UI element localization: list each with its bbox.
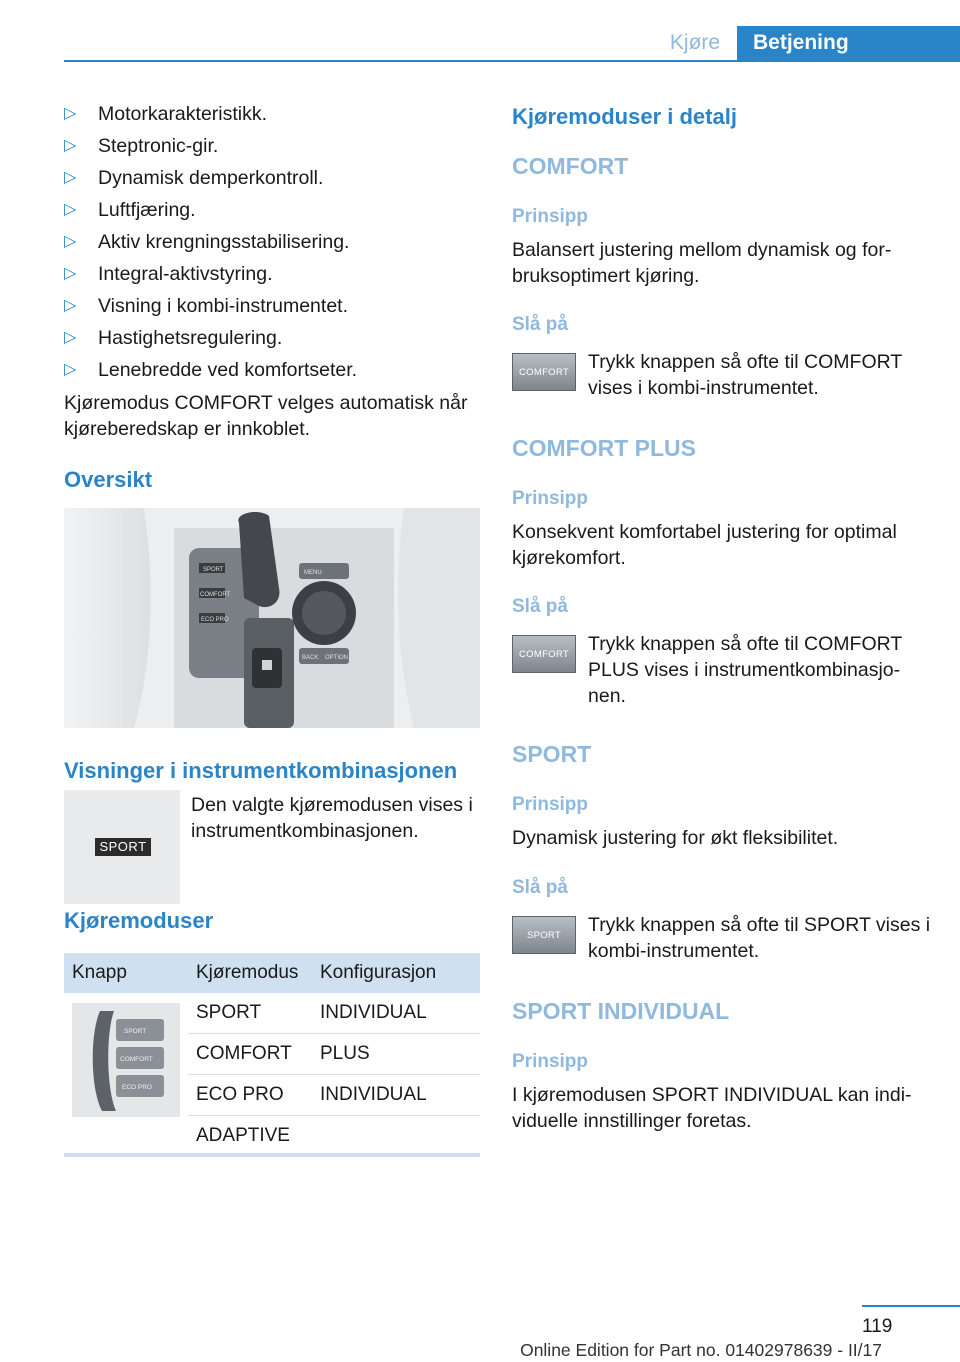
comfort-plus-button-label: COMFORT xyxy=(519,649,569,660)
center-console-illustration xyxy=(64,508,480,728)
list-item: ▷ Luftfjæring. xyxy=(64,194,480,226)
triangle-bullet-icon: ▷ xyxy=(64,201,77,218)
sport-display-image xyxy=(64,790,180,904)
console-label-option: OPTION xyxy=(325,655,349,661)
comfort-plus-switch-label: Slå på xyxy=(512,596,568,617)
footer-rule xyxy=(862,1305,960,1307)
button-label-comfort: COMFORT xyxy=(120,1056,153,1063)
list-item: ▷ Lenebredde ved komfortseter. xyxy=(64,354,480,386)
display-heading: Visninger i instrumentkombinasjonen xyxy=(64,758,458,783)
comfort-instruction: Trykk knappen så ofte til COMFORT vises i kombi-instrumentet. xyxy=(588,351,902,399)
list-item: ▷ Integral-aktivstyring. xyxy=(64,258,480,290)
triangle-bullet-icon: ▷ xyxy=(64,265,77,282)
list-item: ▷ Motorkarakteristikk. xyxy=(64,98,480,130)
comfort-plus-title: COMFORT PLUS xyxy=(512,435,696,461)
button-label-eco: ECO PRO xyxy=(122,1084,152,1091)
config-cell: INDIVIDUAL xyxy=(312,993,480,1034)
col-header-knapp: Knapp xyxy=(64,953,188,993)
sport-title: SPORT xyxy=(512,741,592,767)
center-console-image xyxy=(64,508,480,728)
sport-individual-title: SPORT INDIVIDUAL xyxy=(512,998,730,1024)
triangle-bullet-icon: ▷ xyxy=(64,297,77,314)
comfort-switch-label: Slå på xyxy=(512,314,568,335)
comfort-plus-principle-label: Prinsipp xyxy=(512,488,589,509)
button-label-sport: SPORT xyxy=(124,1028,147,1035)
modes-heading: Kjøremoduser xyxy=(64,908,214,933)
sport-principle-text: Dynamisk justering for økt fleksibilitet. xyxy=(512,827,839,849)
header-tab-betjening[interactable]: Betjening xyxy=(737,26,960,62)
comfort-principle-label: Prinsipp xyxy=(512,206,589,227)
console-label-comfort: COMFORT xyxy=(200,592,231,598)
config-cell: INDIVIDUAL xyxy=(312,1075,480,1116)
header-tab-kjore[interactable]: Kjøre xyxy=(669,31,721,54)
overview-heading: Oversikt xyxy=(64,467,153,492)
edition-text: Online Edition for Part no. 01402978639 - II/17 xyxy=(520,1340,882,1360)
triangle-bullet-icon: ▷ xyxy=(64,233,77,250)
sport-button-image xyxy=(512,916,576,954)
config-cell xyxy=(312,1116,480,1157)
sport-instruction: Trykk knappen så ofte til SPORT vises i kombi-instrumentet. xyxy=(588,914,931,962)
comfort-title: COMFORT xyxy=(512,153,629,179)
mode-cell: ECO PRO xyxy=(188,1075,312,1116)
col-header-konfigurasjon: Konfigurasjon xyxy=(312,953,480,993)
triangle-bullet-icon: ▷ xyxy=(64,361,77,378)
table-bottom-rule xyxy=(64,1153,480,1157)
auto-comfort-text: Kjøremodus COMFORT velges automatisk når kjøreberedskap er innkoblet. xyxy=(64,392,468,440)
triangle-bullet-icon: ▷ xyxy=(64,137,77,154)
table-header-row xyxy=(64,953,480,993)
config-cell: PLUS xyxy=(312,1034,480,1075)
comfort-plus-principle-text: Konsekvent komfortabel justering for optimal kjørekomfort. xyxy=(512,521,897,569)
comfort-principle-text: Balansert justering mellom dynamisk og for-bruksoptimert kjøring. xyxy=(512,239,892,287)
console-label-eco: ECO PRO xyxy=(201,617,229,623)
sport-individual-principle-text: I kjøremodusen SPORT INDIVIDUAL kan indi-viduelle innstillinger foretas. xyxy=(512,1084,912,1132)
page-number: 119 xyxy=(862,1316,893,1337)
sport-principle-label: Prinsipp xyxy=(512,794,589,815)
comfort-button-image xyxy=(512,353,576,391)
list-item: ▷ Aktiv krengningsstabilisering. xyxy=(64,226,480,258)
list-item: ▷ Visning i kombi-instrumentet. xyxy=(64,290,480,322)
comfort-button-label: COMFORT xyxy=(519,367,569,378)
comfort-plus-button-image xyxy=(512,635,576,673)
display-text: Den valgte kjøremodusen vises i instrumentkombinasjonen. xyxy=(191,794,473,842)
col-header-kjoremodus: Kjøremodus xyxy=(188,953,312,993)
mode-cell: COMFORT xyxy=(188,1034,312,1075)
list-item: ▷ Hastighetsregulering. xyxy=(64,322,480,354)
triangle-bullet-icon: ▷ xyxy=(64,105,77,122)
sport-individual-principle-label: Prinsipp xyxy=(512,1051,589,1072)
triangle-bullet-icon: ▷ xyxy=(64,329,77,346)
header-rule xyxy=(64,60,960,62)
left-column xyxy=(64,98,480,442)
mode-buttons-illustration xyxy=(72,1003,180,1117)
mode-cell: SPORT xyxy=(188,993,312,1034)
console-label-back: BACK xyxy=(302,655,319,661)
console-label-sport: SPORT xyxy=(203,567,224,573)
list-item: ▷ Steptronic-gir. xyxy=(64,130,480,162)
mode-cell: ADAPTIVE xyxy=(188,1116,312,1157)
mode-buttons-image xyxy=(72,1003,180,1117)
sport-display-badge: SPORT xyxy=(95,838,151,856)
list-item: ▷ Dynamisk demperkontroll. xyxy=(64,162,480,194)
detail-heading: Kjøremoduser i detalj xyxy=(512,104,737,129)
triangle-bullet-icon: ▷ xyxy=(64,169,77,186)
sport-button-label: SPORT xyxy=(526,930,562,941)
comfort-plus-instruction: Trykk knappen så ofte til COMFORT PLUS vises i instrumentkombinasjo-nen. xyxy=(588,633,902,707)
sport-switch-label: Slå på xyxy=(512,877,568,898)
console-label-menu: MENU xyxy=(304,570,322,576)
feature-list xyxy=(64,98,480,386)
